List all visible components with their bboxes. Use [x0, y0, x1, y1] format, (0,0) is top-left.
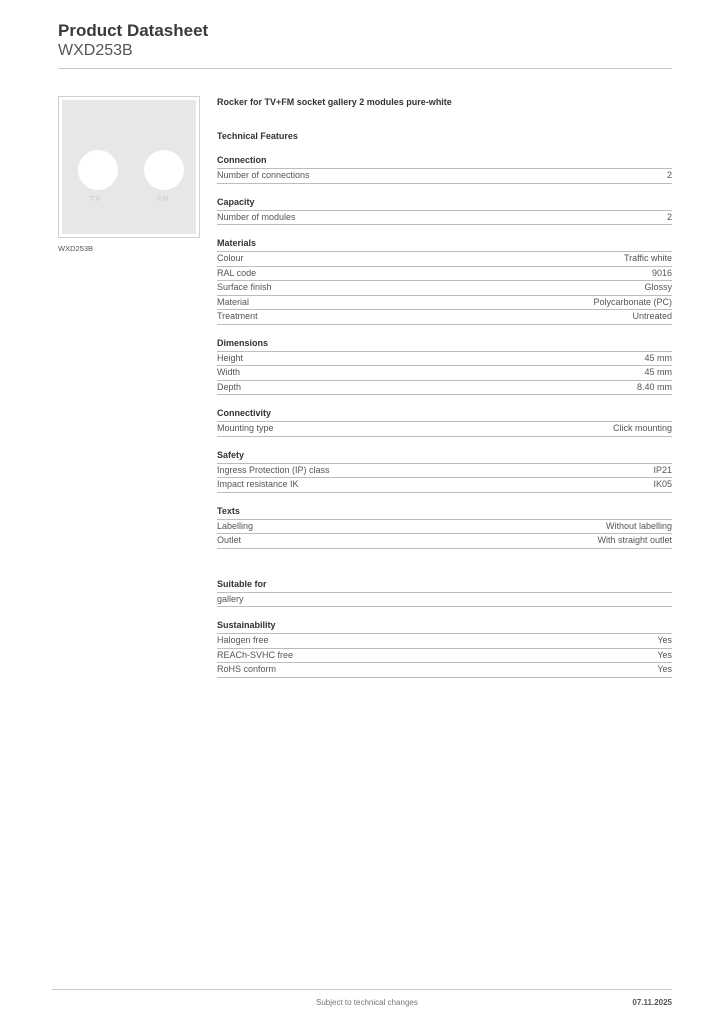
- spec-row: [217, 520, 672, 535]
- spec-value: With straight outlet: [597, 535, 672, 545]
- group-title: Connectivity: [217, 408, 672, 422]
- spec-row: [217, 310, 672, 325]
- spec-value: Traffic white: [623, 253, 672, 263]
- group-suitable-for: [217, 579, 672, 608]
- group-connectivity: [217, 408, 672, 437]
- spec-row: [217, 352, 672, 367]
- spec-content: [217, 96, 672, 678]
- spec-key: Ingress Protection (IP) class: [217, 464, 330, 475]
- spec-value: Yes: [657, 635, 672, 645]
- spec-row: [217, 296, 672, 311]
- spec-value: Polycarbonate (PC): [593, 296, 672, 307]
- group-title: Dimensions: [217, 338, 672, 352]
- fm-socket-hole: [144, 150, 184, 190]
- spec-value: 8.40 mm: [636, 381, 672, 392]
- group-title: Capacity: [217, 197, 672, 211]
- product-description: Rocker for TV+FM socket gallery 2 modules pure-white: [217, 97, 452, 107]
- spec-key: Number of modules: [217, 211, 296, 222]
- spec-key: Height: [217, 352, 244, 363]
- spec-key: Impact resistance IK: [217, 479, 299, 489]
- spec-value: Yes: [657, 664, 672, 674]
- fm-label: FM: [157, 196, 170, 203]
- footer-date: 07.11.2025: [632, 998, 672, 1007]
- spec-value: 2: [666, 170, 672, 180]
- spec-key: RoHS conform: [217, 664, 277, 674]
- page-title: Product Datasheet: [58, 21, 209, 40]
- spec-value: Yes: [657, 649, 672, 660]
- spec-key: Number of connections: [217, 170, 310, 180]
- spec-row: [217, 422, 672, 437]
- spec-key: Surface finish: [217, 282, 272, 292]
- spec-row: [217, 634, 672, 649]
- spec-key: RAL code: [217, 267, 257, 278]
- spec-row: [217, 281, 672, 296]
- group-capacity: [217, 197, 672, 226]
- group-title: Connection: [217, 155, 672, 169]
- group-texts: [217, 506, 672, 549]
- spec-key: Depth: [217, 381, 242, 392]
- technical-features-heading: Technical Features: [217, 131, 298, 141]
- spec-key: Halogen free: [217, 635, 269, 645]
- spec-row: [217, 478, 672, 493]
- spec-row: [217, 534, 672, 549]
- spec-value: 2: [666, 211, 672, 222]
- spec-value: Glossy: [644, 282, 672, 292]
- image-caption: WXD253B: [58, 244, 94, 253]
- spec-key: Colour: [217, 253, 244, 263]
- cover-plate: [62, 100, 196, 234]
- spec-value: Without labelling: [605, 520, 672, 531]
- spec-value: 45 mm: [644, 352, 672, 363]
- product-code: WXD253B: [58, 42, 133, 59]
- spec-row: [217, 464, 672, 479]
- group-materials: [217, 238, 672, 325]
- spec-key: Mounting type: [217, 423, 274, 433]
- spec-key: gallery: [217, 593, 244, 604]
- spec-key: Treatment: [217, 311, 258, 321]
- spec-key: Outlet: [217, 535, 242, 545]
- spec-row: [217, 593, 672, 608]
- spec-row: [217, 211, 672, 226]
- group-sustainability: [217, 620, 672, 678]
- tv-label: TV: [90, 196, 101, 203]
- spec-row: [217, 649, 672, 664]
- page-header: [58, 20, 208, 60]
- spec-row: [217, 252, 672, 267]
- group-title: Safety: [217, 450, 672, 464]
- spec-value: Click mounting: [612, 423, 672, 433]
- spec-value: IK05: [653, 479, 672, 489]
- spec-value: Untreated: [632, 311, 672, 321]
- spec-key: Labelling: [217, 520, 254, 531]
- spec-value: 45 mm: [644, 367, 672, 377]
- spec-row: [217, 267, 672, 282]
- group-title: Sustainability: [217, 620, 672, 634]
- footer-divider: [52, 989, 672, 990]
- tv-socket-hole: [78, 150, 118, 190]
- group-title: Texts: [217, 506, 672, 520]
- spec-row: [217, 169, 672, 184]
- spec-value: IP21: [653, 464, 672, 475]
- footer-note: Subject to technical changes: [316, 998, 418, 1007]
- spec-key: Material: [217, 296, 250, 307]
- group-connection: [217, 155, 672, 184]
- group-safety: [217, 450, 672, 493]
- spec-row: [217, 663, 672, 678]
- spec-key: REACh-SVHC free: [217, 649, 294, 660]
- product-image: [58, 96, 200, 238]
- group-title: Suitable for: [217, 579, 672, 593]
- group-dimensions: [217, 338, 672, 396]
- spec-row: [217, 366, 672, 381]
- spec-row: [217, 381, 672, 396]
- spec-value: 9016: [651, 267, 672, 278]
- spec-key: Width: [217, 367, 241, 377]
- header-divider: [58, 68, 672, 69]
- group-title: Materials: [217, 238, 672, 252]
